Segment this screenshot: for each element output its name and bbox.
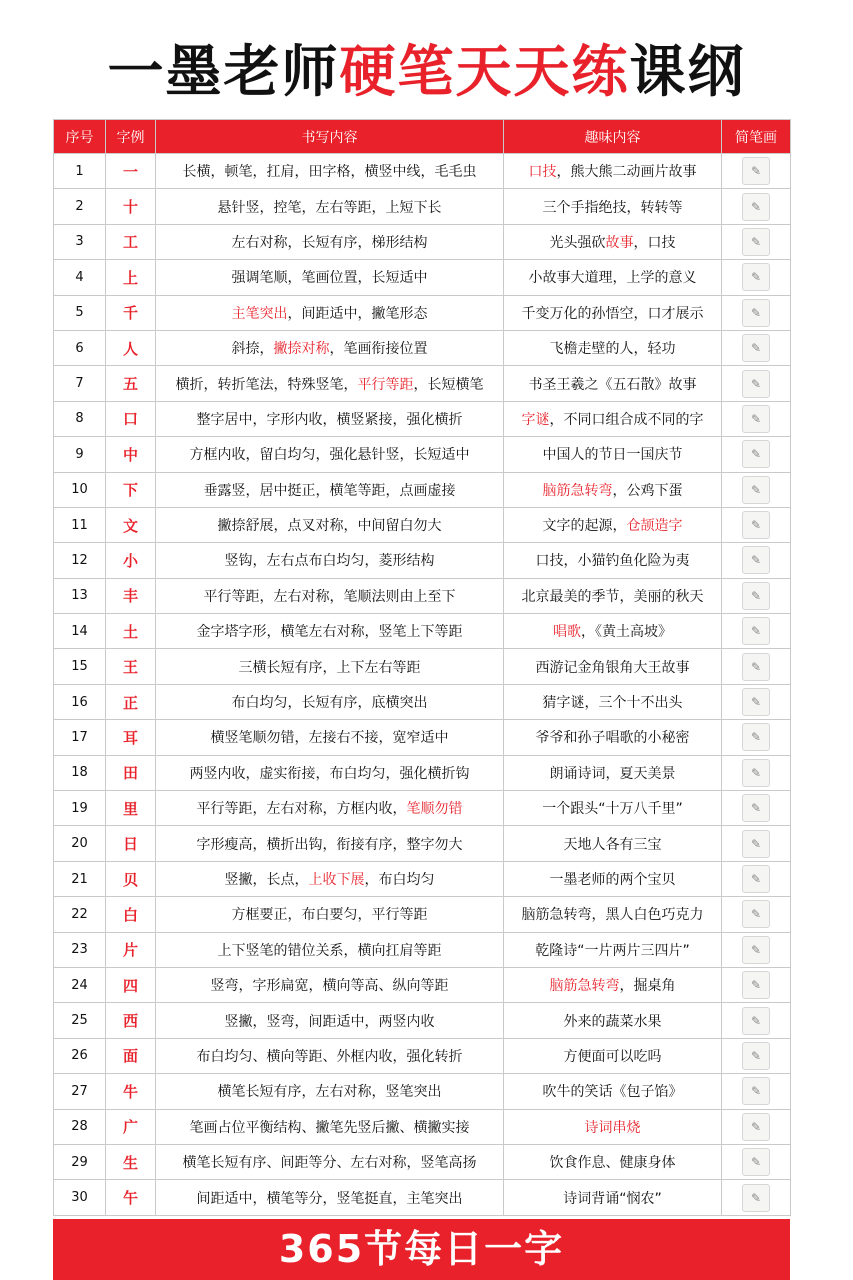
row-writing-content [156, 507, 504, 542]
text-segment: 诗词背诵“悯农” [563, 1190, 662, 1207]
row-character: 小 [106, 543, 156, 578]
row-index: 6 [54, 330, 106, 365]
row-index: 2 [54, 189, 106, 224]
table-row [54, 1180, 791, 1215]
text-segment: 布白均匀，长短有序，底横突出 [231, 695, 428, 712]
row-character: 耳 [106, 720, 156, 755]
text-segment: 光头强砍 [549, 234, 606, 251]
table-row [54, 861, 791, 896]
row-drawing [722, 826, 791, 861]
frog-icon: ✎ [742, 193, 770, 221]
table-row [54, 330, 791, 365]
row-writing-content [156, 897, 504, 932]
bowl-icon: ✎ [742, 1042, 770, 1070]
highlight-text: 笔顺勿错 [406, 801, 463, 818]
text-segment: ，掘桌角 [619, 978, 676, 995]
row-character: 面 [106, 1038, 156, 1073]
row-character: 土 [106, 614, 156, 649]
row-writing-content [156, 260, 504, 295]
text-segment: 撇捺舒展，点叉对称，中间留白勿大 [217, 518, 442, 535]
table-row [54, 543, 791, 578]
row-character: 五 [106, 366, 156, 401]
row-fun-content [504, 720, 722, 755]
row-character: 口 [106, 401, 156, 436]
highlight-text: 字谜 [521, 411, 550, 428]
text-segment: 笔画占位平衡结构、撇笔先竖后撇、横撇实接 [189, 1119, 470, 1136]
text-segment: ，熊大熊二动画片故事 [556, 164, 697, 181]
row-drawing [722, 897, 791, 932]
header-character: 字例 [106, 120, 156, 154]
person-icon: ✎ [742, 511, 770, 539]
row-writing-content [156, 1180, 504, 1215]
row-index: 25 [54, 1003, 106, 1038]
text-segment: ，间距适中，撇笔形态 [287, 305, 428, 322]
text-segment: 竖撇，竖弯，间距适中，两竖内收 [224, 1013, 435, 1030]
row-character: 一 [106, 154, 156, 189]
text-segment: 猜字谜，三个十不出头 [542, 695, 683, 712]
table-row [54, 826, 791, 861]
row-writing-content [156, 437, 504, 472]
row-writing-content [156, 1003, 504, 1038]
row-index: 5 [54, 295, 106, 330]
text-segment: 小故事大道理，上学的意义 [528, 270, 697, 287]
table-row [54, 437, 791, 472]
bear-icon: ✎ [742, 228, 770, 256]
bug-icon: ✎ [742, 936, 770, 964]
text-segment: 中国人的节日一国庆节 [542, 447, 683, 464]
row-drawing [722, 1003, 791, 1038]
row-fun-content [504, 684, 722, 719]
row-index: 16 [54, 684, 106, 719]
row-drawing [722, 1074, 791, 1109]
caterpillar-icon: ✎ [742, 157, 770, 185]
header-drawing: 简笔画 [722, 120, 791, 154]
text-segment: 垂露竖，居中挺正，横笔等距，点画虚接 [203, 482, 456, 499]
row-fun-content [504, 1003, 722, 1038]
table-row [54, 1144, 791, 1179]
row-fun-content [504, 437, 722, 472]
text-segment: 金字塔字形，横笔左右对称，竖笔上下等距 [196, 624, 463, 641]
text-segment: 飞檐走壁的人，轻功 [549, 341, 676, 358]
row-index: 27 [54, 1074, 106, 1109]
row-fun-content [504, 224, 722, 259]
row-writing-content [156, 1144, 504, 1179]
text-segment: ，长短横笔 [413, 376, 484, 393]
table-row [54, 224, 791, 259]
row-fun-content [504, 649, 722, 684]
syllabus-table [53, 119, 791, 1216]
text-segment: 悬针竖，控笔，左右等距，上短下长 [217, 199, 442, 216]
text-segment: 斜捺， [231, 341, 274, 358]
row-fun-content [504, 366, 722, 401]
row-index: 20 [54, 826, 106, 861]
text-segment: 爷爷和孙子唱歌的小秘密 [535, 730, 690, 747]
table-row [54, 791, 791, 826]
row-index: 4 [54, 260, 106, 295]
row-index: 1 [54, 154, 106, 189]
row-drawing [722, 154, 791, 189]
row-index: 26 [54, 1038, 106, 1073]
text-segment: ，《黄土高坡》 [581, 624, 672, 641]
text-segment: 横笔长短有序，左右对称，竖笔突出 [217, 1084, 442, 1101]
row-writing-content [156, 932, 504, 967]
row-character: 白 [106, 897, 156, 932]
row-fun-content [504, 1038, 722, 1073]
text-segment: 一个跟头“十万八千里” [542, 801, 683, 818]
row-character: 工 [106, 224, 156, 259]
row-writing-content [156, 401, 504, 436]
monkey-icon: ✎ [742, 299, 770, 327]
row-fun-content [504, 295, 722, 330]
highlight-text: 口技 [528, 164, 557, 181]
owl-icon: ✎ [742, 1148, 770, 1176]
highlight-text: 故事 [605, 234, 634, 251]
text-segment: ，不同口组合成不同的字 [549, 411, 704, 428]
penguin-icon: ✎ [742, 546, 770, 574]
row-fun-content [504, 189, 722, 224]
donkey-icon: ✎ [742, 1184, 770, 1212]
title-outline: 课纲 [629, 40, 746, 105]
row-drawing [722, 967, 791, 1002]
text-segment: 平行等距，左右对称，笔顺法则由上至下 [203, 588, 456, 605]
row-drawing [722, 437, 791, 472]
row-fun-content [504, 154, 722, 189]
figure-icon: ✎ [742, 334, 770, 362]
row-fun-content [504, 1074, 722, 1109]
text-segment: 横笔长短有序、间距等分、左右对称，竖笔高扬 [182, 1155, 477, 1172]
row-drawing [722, 189, 791, 224]
table-row [54, 967, 791, 1002]
row-drawing [722, 366, 791, 401]
row-drawing [722, 1109, 791, 1144]
table-row [54, 649, 791, 684]
row-writing-content [156, 967, 504, 1002]
text-segment: 竖钩，左右点布白均匀，菱形结构 [224, 553, 435, 570]
table-row [54, 720, 791, 755]
row-index: 24 [54, 967, 106, 1002]
highlight-text: 唱歌 [553, 624, 581, 641]
flower-icon: ✎ [742, 830, 770, 858]
row-writing-content [156, 614, 504, 649]
header-index: 序号 [54, 120, 106, 154]
table-row [54, 189, 791, 224]
row-writing-content [156, 295, 504, 330]
table-row [54, 932, 791, 967]
row-character: 正 [106, 684, 156, 719]
melon-icon: ✎ [742, 1007, 770, 1035]
row-fun-content [504, 578, 722, 613]
table-row [54, 614, 791, 649]
row-writing-content [156, 826, 504, 861]
table-row [54, 295, 791, 330]
row-writing-content [156, 154, 504, 189]
footer-banner: 365节每日一字 [53, 1219, 790, 1280]
row-drawing [722, 295, 791, 330]
row-fun-content [504, 1144, 722, 1179]
table-row [54, 755, 791, 790]
row-index: 11 [54, 507, 106, 542]
row-drawing [722, 755, 791, 790]
house-icon: ✎ [742, 688, 770, 716]
table-row [54, 684, 791, 719]
row-character: 千 [106, 295, 156, 330]
leaf-icon: ✎ [742, 582, 770, 610]
row-writing-content [156, 649, 504, 684]
text-segment: 脑筋急转弯，黑人白色巧克力 [521, 907, 704, 924]
text-segment: 左右对称，长短有序，梯形结构 [231, 234, 428, 251]
row-character: 文 [106, 507, 156, 542]
face-icon: ✎ [742, 723, 770, 751]
row-character: 里 [106, 791, 156, 826]
text-segment: 口技，小猫钓鱼化险为夷 [535, 553, 690, 570]
row-index: 19 [54, 791, 106, 826]
table-row [54, 507, 791, 542]
row-drawing [722, 543, 791, 578]
beetle-icon: ✎ [742, 759, 770, 787]
highlight-text: 诗词串烧 [584, 1119, 641, 1136]
lion-icon: ✎ [742, 653, 770, 681]
title-teacher: 一墨老师 [107, 40, 340, 105]
ox-icon: ✎ [742, 1077, 770, 1105]
row-writing-content [156, 861, 504, 896]
text-segment: 方框要正，布白要匀，平行等距 [231, 907, 428, 924]
row-index: 21 [54, 861, 106, 896]
table-row [54, 1109, 791, 1144]
row-drawing [722, 791, 791, 826]
bottle-icon: ✎ [742, 900, 770, 928]
text-segment: 横折，转折笔法，特殊竖笔， [175, 376, 358, 393]
table-row [54, 1003, 791, 1038]
row-writing-content [156, 224, 504, 259]
row-index: 13 [54, 578, 106, 613]
table-header-row [54, 120, 791, 154]
row-index: 9 [54, 437, 106, 472]
row-fun-content [504, 472, 722, 507]
row-index: 29 [54, 1144, 106, 1179]
row-index: 3 [54, 224, 106, 259]
text-segment: ，布白均匀 [364, 872, 435, 888]
row-writing-content [156, 1074, 504, 1109]
highlight-text: 主笔突出 [231, 305, 288, 322]
panda-icon: ✎ [742, 405, 770, 433]
row-drawing [722, 1180, 791, 1215]
row-writing-content [156, 755, 504, 790]
row-fun-content [504, 330, 722, 365]
text-segment: 三个手指绝技，转转等 [542, 199, 683, 216]
row-index: 30 [54, 1180, 106, 1215]
row-fun-content [504, 614, 722, 649]
row-fun-content [504, 967, 722, 1002]
highlight-text: 脑筋急转弯 [542, 482, 613, 499]
text-segment: 饮食作息、健康身体 [549, 1155, 676, 1172]
row-drawing [722, 578, 791, 613]
row-writing-content [156, 578, 504, 613]
row-fun-content [504, 1180, 722, 1215]
row-index: 28 [54, 1109, 106, 1144]
text-segment: 书圣王羲之《五石散》故事 [528, 376, 697, 393]
text-segment: 三横长短有序，上下左右等距 [238, 659, 421, 676]
text-segment: 方框内收，留白均匀，强化悬针竖，长短适中 [189, 447, 470, 464]
text-segment: ，口技 [633, 234, 676, 251]
title-course: 硬笔天天练 [339, 40, 630, 105]
text-segment: 北京最美的季节，美丽的秋天 [521, 588, 704, 605]
row-fun-content [504, 1109, 722, 1144]
row-drawing [722, 507, 791, 542]
text-segment: 外来的蔬菜水果 [563, 1013, 662, 1030]
highlight-text: 上收下展 [308, 872, 365, 888]
row-writing-content [156, 684, 504, 719]
row-drawing [722, 720, 791, 755]
table-row [54, 154, 791, 189]
row-writing-content [156, 189, 504, 224]
row-fun-content [504, 755, 722, 790]
text-segment: 朗诵诗词，夏天美景 [549, 765, 676, 782]
text-segment: 千变万化的孙悟空，口才展示 [521, 305, 704, 322]
table-row [54, 472, 791, 507]
row-index: 15 [54, 649, 106, 684]
row-fun-content [504, 260, 722, 295]
face-icon: ✎ [742, 440, 770, 468]
row-drawing [722, 472, 791, 507]
row-drawing [722, 260, 791, 295]
text-segment: 平行等距，左右对称，方框内收， [196, 801, 407, 818]
row-character: 丰 [106, 578, 156, 613]
text-segment: 字形瘦高，横折出钩，衔接有序，整字勿大 [196, 836, 463, 853]
row-drawing [722, 224, 791, 259]
row-character: 人 [106, 330, 156, 365]
row-fun-content [504, 826, 722, 861]
text-segment: ，笔画衔接位置 [329, 341, 428, 358]
text-segment: 整字居中，字形内收，横竖紧接，强化横折 [196, 411, 463, 428]
row-character: 田 [106, 755, 156, 790]
pencil-icon: ✎ [742, 1113, 770, 1141]
row-index: 22 [54, 897, 106, 932]
row-character: 牛 [106, 1074, 156, 1109]
row-character: 生 [106, 1144, 156, 1179]
row-character: 四 [106, 967, 156, 1002]
row-fun-content [504, 897, 722, 932]
turtle-icon: ✎ [742, 263, 770, 291]
row-drawing [722, 614, 791, 649]
row-writing-content [156, 472, 504, 507]
text-segment: 横竖笔顺勿错，左接右不接，宽窄适中 [210, 730, 449, 747]
text-segment: 吹牛的笑话《包子馅》 [542, 1084, 683, 1101]
highlight-text: 撇捺对称 [273, 341, 330, 358]
tree-icon: ✎ [742, 370, 770, 398]
text-segment: 强调笔顺，笔画位置，长短适中 [231, 270, 428, 287]
table-row [54, 1074, 791, 1109]
row-writing-content [156, 791, 504, 826]
row-drawing [722, 932, 791, 967]
text-segment: 竖撇，长点， [224, 872, 309, 888]
page-title [0, 38, 853, 108]
row-fun-content [504, 861, 722, 896]
row-writing-content [156, 366, 504, 401]
row-character: 十 [106, 189, 156, 224]
row-drawing [722, 1144, 791, 1179]
highlight-text: 脑筋急转弯 [549, 978, 620, 995]
row-character: 午 [106, 1180, 156, 1215]
row-drawing [722, 1038, 791, 1073]
row-fun-content [504, 401, 722, 436]
row-character: 片 [106, 932, 156, 967]
text-segment: 竖弯，字形扁宽，横向等高、纵向等距 [210, 978, 449, 995]
text-segment: 西游记金角银角大王故事 [535, 659, 690, 676]
row-writing-content [156, 720, 504, 755]
row-writing-content [156, 1109, 504, 1144]
row-character: 贝 [106, 861, 156, 896]
row-writing-content [156, 330, 504, 365]
header-writing-content: 书写内容 [156, 120, 504, 154]
row-drawing [722, 401, 791, 436]
text-segment: 布白均匀、横向等距、外框内收，强化转折 [196, 1048, 463, 1065]
highlight-text: 平行等距 [357, 376, 414, 393]
rooster-icon: ✎ [742, 476, 770, 504]
text-segment: 天地人各有三宝 [563, 836, 662, 853]
row-index: 12 [54, 543, 106, 578]
row-index: 10 [54, 472, 106, 507]
row-drawing [722, 330, 791, 365]
table-row [54, 897, 791, 932]
text-segment: 方便面可以吃吗 [563, 1048, 662, 1065]
table-row [54, 578, 791, 613]
highlight-text: 仓颉造字 [626, 518, 683, 535]
table-row [54, 260, 791, 295]
row-character: 广 [106, 1109, 156, 1144]
shell-icon: ✎ [742, 865, 770, 893]
row-index: 23 [54, 932, 106, 967]
row-fun-content [504, 507, 722, 542]
row-character: 日 [106, 826, 156, 861]
row-drawing [722, 649, 791, 684]
text-segment: 乾隆诗“一片两片三四片” [535, 942, 690, 959]
row-fun-content [504, 932, 722, 967]
table-row [54, 401, 791, 436]
row-character: 上 [106, 260, 156, 295]
row-index: 7 [54, 366, 106, 401]
table-row [54, 366, 791, 401]
pig-icon: ✎ [742, 971, 770, 999]
row-index: 18 [54, 755, 106, 790]
text-segment: 间距适中，横笔等分，竖笔挺直，主笔突出 [196, 1190, 463, 1207]
text-segment: ，公鸡下蛋 [612, 482, 683, 499]
ladybug-icon: ✎ [742, 794, 770, 822]
frog-icon: ✎ [742, 617, 770, 645]
header-fun-content: 趣味内容 [504, 120, 722, 154]
row-drawing [722, 861, 791, 896]
row-character: 下 [106, 472, 156, 507]
row-fun-content [504, 791, 722, 826]
row-writing-content [156, 1038, 504, 1073]
row-index: 14 [54, 614, 106, 649]
row-writing-content [156, 543, 504, 578]
row-index: 8 [54, 401, 106, 436]
row-character: 中 [106, 437, 156, 472]
text-segment: 文字的起源， [542, 518, 627, 535]
text-segment: 上下竖笔的错位关系，横向扛肩等距 [217, 942, 442, 959]
row-character: 王 [106, 649, 156, 684]
row-character: 西 [106, 1003, 156, 1038]
row-index: 17 [54, 720, 106, 755]
row-drawing [722, 684, 791, 719]
text-segment: 两竖内收，虚实衔接，布白均匀，强化横折钩 [189, 765, 470, 782]
text-segment: 长横，顿笔，扛肩，田字格，横竖中线，毛毛虫 [182, 164, 477, 181]
text-segment: 一墨老师的两个宝贝 [549, 872, 676, 888]
row-fun-content [504, 543, 722, 578]
table-row [54, 1038, 791, 1073]
